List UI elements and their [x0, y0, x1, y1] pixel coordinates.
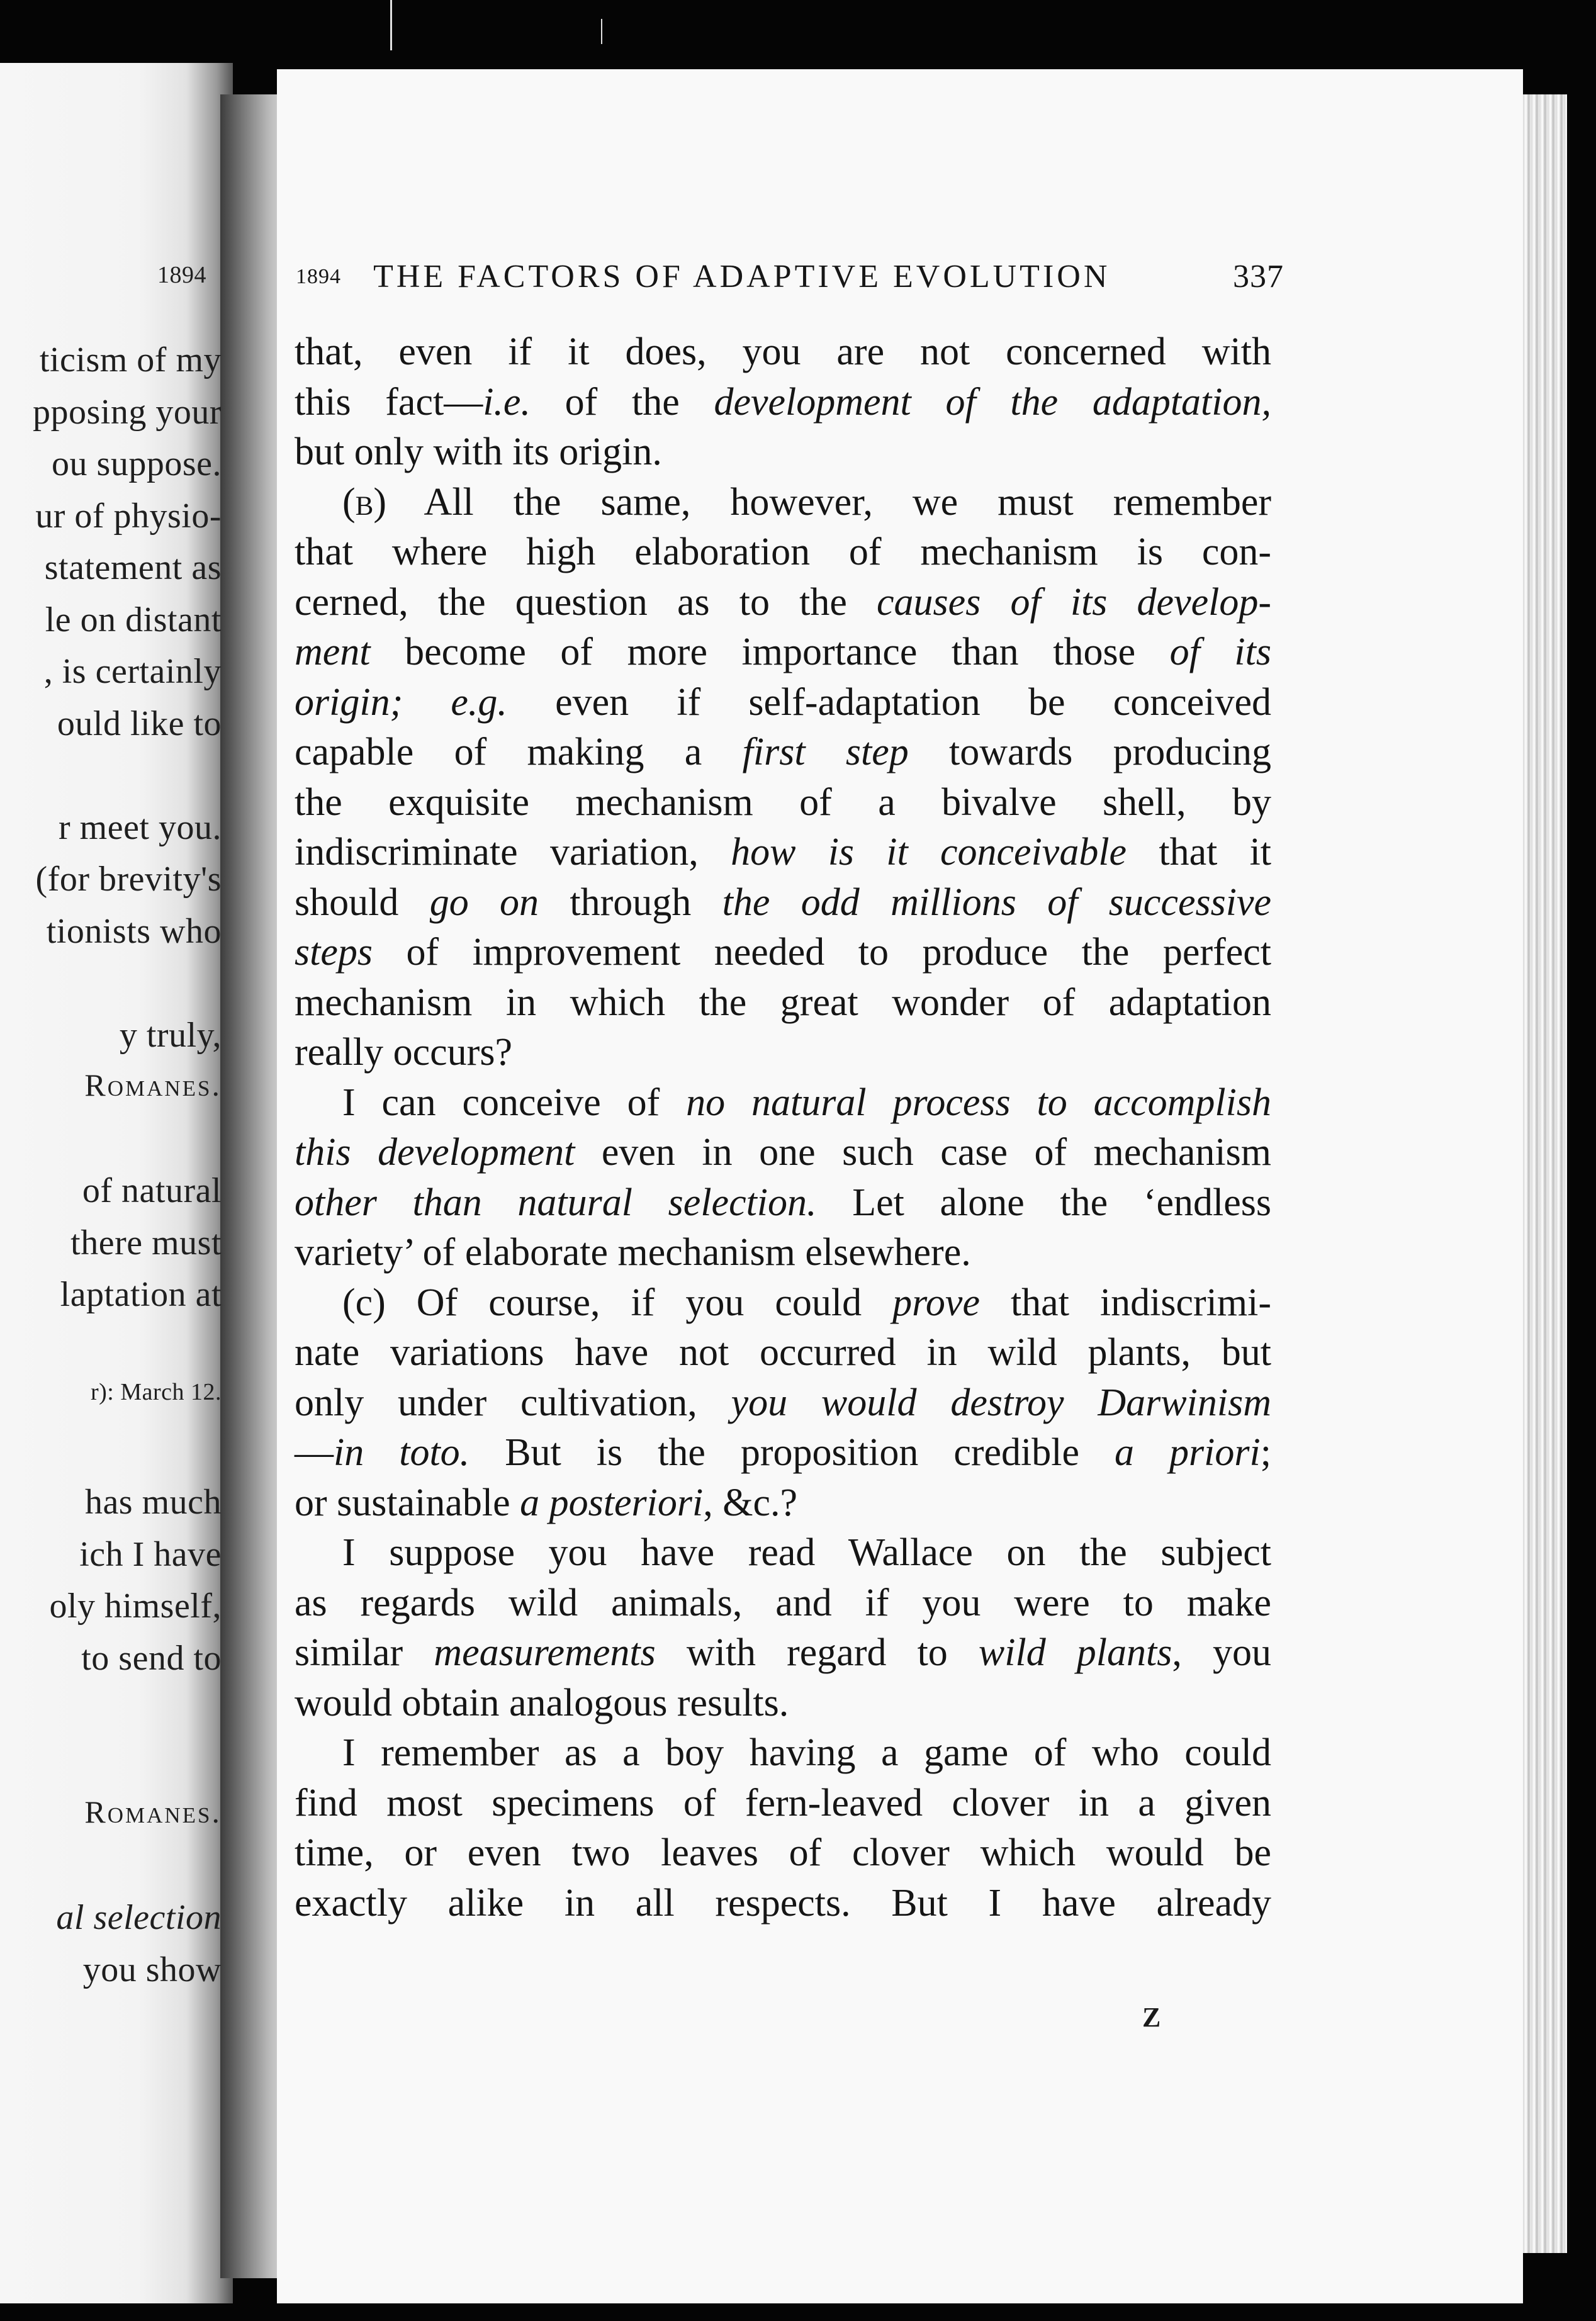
text-line [295, 1779, 1271, 1829]
text-line [295, 1728, 1271, 1779]
text-run: prove [892, 1281, 980, 1324]
text-line [295, 1428, 1271, 1478]
text-run: cerned, the question as to the [295, 580, 877, 624]
text-line [295, 678, 1271, 728]
text-run: how is it conceivable [731, 831, 1127, 874]
text-run: a posteriori [520, 1481, 704, 1524]
text-run: of improvement needed to produce the perfect [373, 931, 1271, 974]
header-year: 1894 [296, 265, 341, 288]
text-run: but only with its origin. [295, 430, 662, 473]
text-line [295, 1328, 1271, 1378]
text-run: that it [1127, 831, 1272, 874]
text-line [295, 878, 1271, 928]
text-line [295, 478, 1271, 528]
left-page-line: r): March 12. [90, 1379, 222, 1405]
text-run: — [295, 1431, 334, 1474]
left-page-line: ou suppose. [52, 444, 222, 483]
left-page-line: r meet you. [59, 807, 222, 847]
text-line [295, 928, 1271, 978]
left-page-line: statement as [44, 548, 222, 587]
left-page-line: of natural [82, 1171, 222, 1210]
text-run: this fact— [295, 380, 483, 424]
text-run: b [355, 480, 374, 524]
text-run: only under cultivation, [295, 1381, 731, 1424]
text-line [295, 1078, 1271, 1128]
text-run: with regard to [655, 1631, 979, 1674]
left-page-line: al selection [56, 1898, 222, 1937]
text-run: mechanism in which the great wonder of adaptation [295, 981, 1271, 1024]
text-run: ; [1260, 1431, 1271, 1474]
text-run: I remember as a boy having a game of who could [342, 1731, 1271, 1774]
text-run: similar [295, 1631, 434, 1674]
text-line [295, 1879, 1271, 1929]
text-run: really occurs? [295, 1031, 512, 1074]
text-run: towards producing [908, 731, 1272, 773]
left-page-line: tionists who [46, 911, 222, 951]
left-page-line: ould like to [57, 704, 222, 743]
left-page-line: ich I have [79, 1534, 222, 1574]
text-run: go on [429, 880, 539, 924]
text-run: a priori [1115, 1431, 1261, 1474]
text-run: the exquisite mechanism of a bivalve shell, by [295, 780, 1271, 824]
page-number: 337 [1233, 259, 1284, 295]
scratch-mark [390, 0, 392, 50]
text-line [295, 778, 1271, 828]
left-page-line: has much [84, 1483, 222, 1522]
text-run: development of the adaptation, [714, 380, 1272, 424]
text-line [295, 728, 1271, 778]
text-run: ( [342, 480, 356, 524]
left-page-line: there must [70, 1223, 222, 1262]
text-run: of its [1169, 631, 1271, 673]
left-page-line: pposing your [33, 392, 222, 432]
text-run: or sustainable [295, 1481, 520, 1524]
left-page-line: laptation at [60, 1275, 222, 1314]
left-page-year: 1894 [157, 262, 206, 288]
text-run: other than natural selection. [295, 1181, 817, 1224]
text-line [295, 427, 1271, 478]
text-line [295, 1678, 1271, 1729]
text-run: no natural process to accomplish [686, 1081, 1271, 1124]
text-run: nate variations have not occurred in wild plants, but [295, 1331, 1271, 1374]
text-line [295, 1828, 1271, 1879]
left-page-line: ticism of my [39, 340, 222, 379]
text-run: , &c.? [703, 1481, 797, 1524]
text-run: (c) Of course, if you could [342, 1281, 893, 1324]
text-run: exactly alike in all respects. But I have already [295, 1881, 1271, 1925]
text-line [295, 1178, 1271, 1228]
text-run: origin; e.g. [295, 680, 507, 724]
scratch-mark [601, 19, 602, 44]
left-page-line: Romanes. [84, 1794, 222, 1829]
left-page-line: y truly, [119, 1015, 222, 1055]
left-page-line: ur of physio- [35, 496, 222, 536]
text-run: the odd millions of successive [722, 880, 1272, 924]
text-run: capable of making a [295, 731, 743, 773]
text-run: that, even if it does, you are not concerned with [295, 330, 1271, 373]
text-run: as regards wild animals, and if you were to make [295, 1581, 1271, 1624]
text-line [295, 1228, 1271, 1278]
text-run: Let alone the ‘endless [816, 1181, 1271, 1224]
text-line [295, 1378, 1271, 1429]
text-run: become of more importance than those [370, 631, 1170, 673]
text-run: that indiscrimi- [979, 1281, 1271, 1324]
text-run: steps [295, 931, 373, 974]
text-line [295, 378, 1271, 428]
text-run: But is the proposition credible [469, 1431, 1115, 1474]
text-line [295, 978, 1271, 1028]
text-line [295, 1578, 1271, 1629]
text-run: that where high elaboration of mechanism is con- [295, 531, 1271, 573]
text-run: ) All the same, however, we must remember [373, 480, 1271, 524]
signature-mark: Z [1142, 2002, 1161, 2033]
text-run: should [295, 880, 430, 924]
text-run: I suppose you have read Wallace on the subject [342, 1531, 1271, 1574]
text-run: , you [1172, 1631, 1271, 1674]
text-run: of the [530, 380, 714, 424]
left-page-line: to send to [81, 1638, 222, 1678]
text-run: wild plants [978, 1631, 1172, 1674]
text-line [295, 578, 1271, 628]
text-run: in toto. [334, 1431, 470, 1474]
text-line [295, 527, 1271, 578]
left-page-line: le on distant [45, 600, 222, 639]
text-line [295, 1278, 1271, 1329]
text-run: first step [742, 731, 909, 773]
text-line [295, 828, 1271, 878]
text-run: you would destroy Darwinism [731, 1381, 1271, 1424]
text-run: measurements [434, 1631, 656, 1674]
text-run: I can conceive of [342, 1081, 687, 1124]
left-page-line: (for brevity's [35, 860, 222, 899]
text-run: indiscriminate variation, [295, 831, 731, 874]
left-page-line: oly himself, [49, 1587, 222, 1626]
text-line [295, 1528, 1271, 1578]
text-run: variety’ of elaborate mechanism elsewhere. [295, 1231, 971, 1274]
page-edges [1523, 94, 1567, 2253]
running-head [296, 258, 1284, 295]
text-line [295, 1128, 1271, 1178]
text-run: even if self-adaptation be conceived [507, 680, 1271, 724]
text-run: this development [295, 1131, 575, 1174]
text-line [295, 1628, 1271, 1678]
text-run: i.e. [483, 380, 531, 424]
left-page-line: Romanes. [84, 1067, 222, 1103]
left-page-line: you show [82, 1950, 222, 1989]
header-title: THE FACTORS OF ADAPTIVE EVOLUTION [373, 259, 1111, 295]
body-text [295, 327, 1271, 1928]
text-run: find most specimens of fern-leaved clover in a given [295, 1781, 1271, 1824]
text-run: time, or even two leaves of clover which would be [295, 1831, 1271, 1874]
text-line [295, 627, 1271, 678]
text-line [295, 1028, 1271, 1078]
text-run: would obtain analogous results. [295, 1681, 789, 1724]
text-run: even in one such case of mechanism [575, 1131, 1271, 1174]
text-run: causes of its develop- [877, 580, 1271, 624]
text-run: through [539, 880, 722, 924]
text-line [295, 1478, 1271, 1529]
text-line [295, 327, 1271, 378]
left-page-line: , is certainly [43, 652, 222, 691]
text-run: ment [295, 631, 371, 673]
